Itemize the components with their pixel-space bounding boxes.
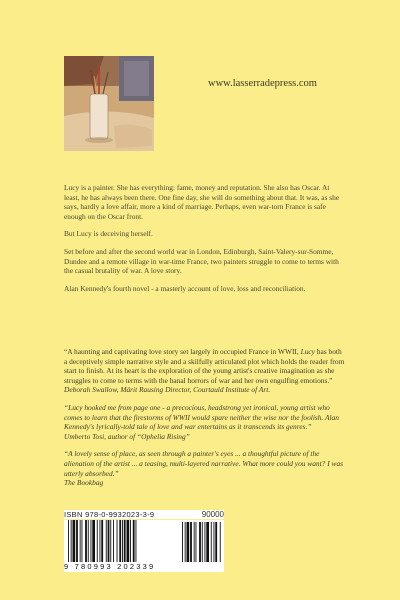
quote-attribution: Deborah Swallow, Märit Rausing Director, Courtauld Institute of Art. — [64, 385, 271, 395]
isbn-label: ISBN 978-0-9932023-3-9 — [64, 510, 224, 519]
cover-painting — [64, 56, 154, 151]
review-quotes — [64, 347, 346, 496]
price-code: 90000 — [201, 510, 224, 519]
review-quote — [64, 403, 346, 441]
blurb-paragraph: Lucy is a painter. She has everything: fame, money and reputation. She also has Oscar. At least, he has always been there. One fine day, she will do something about that. It was, as she says, hardly a love affair, more a kind of marriage. Perhaps, even war-torn France is safe enough on the Oscar front. — [64, 183, 340, 221]
blurb-section — [64, 183, 346, 301]
barcode-bars — [64, 520, 224, 564]
quote-text: “A haunting and captivating love story set largely in occupied France in WWII, Lucy has both a deceptively simple narrative style and a skilfully articulated plot which holds the reader from start to finish. At its heart is the exploration of the young artist's creative imagination as she struggles to come to terms with the banal horrors of war and her own engulfing emotions.” — [64, 347, 345, 385]
blurb-paragraph: Set before and after the second world war in London, Edinburgh, Saint-Valery-sur-Somme, Dundee and a remote village in war-time France, two painters struggle to come to terms with the casual brutality of war. A love story. — [64, 246, 339, 276]
isbn-barcode — [64, 510, 224, 572]
quote-attribution: Umberto Tosi, author of “Ophelia Rising” — [64, 431, 190, 441]
review-quote — [64, 449, 346, 487]
blurb-paragraph: Alan Kennedy's fourth novel - a masterly account of love, loss and reconciliation. — [64, 283, 306, 293]
barcode-digits: 9 780993 202339 — [64, 562, 224, 572]
quote-text: “A lovely sense of place, as seen through a painter's eyes ... a thoughtful picture of the alienation of the artist ... a teasing, multi-layered narrative. What more could you want? I was utterly absorbed.” — [64, 449, 344, 478]
review-quote — [64, 347, 346, 395]
quote-text: “Lucy hooked me from page one - a precocious, headstrong yet ironical, young artist who comes to learn that the firestorms of WWII would spare neither the wise nor the foolish. Alan Kennedy's lyrically-told tale of love and war entertains as it transcends its genres.” — [64, 402, 340, 432]
blurb-paragraph: But Lucy is deceiving herself. — [64, 229, 153, 239]
publisher-url: www.lasserradepress.com — [208, 78, 317, 89]
quote-attribution: The Bookbag — [64, 478, 104, 488]
